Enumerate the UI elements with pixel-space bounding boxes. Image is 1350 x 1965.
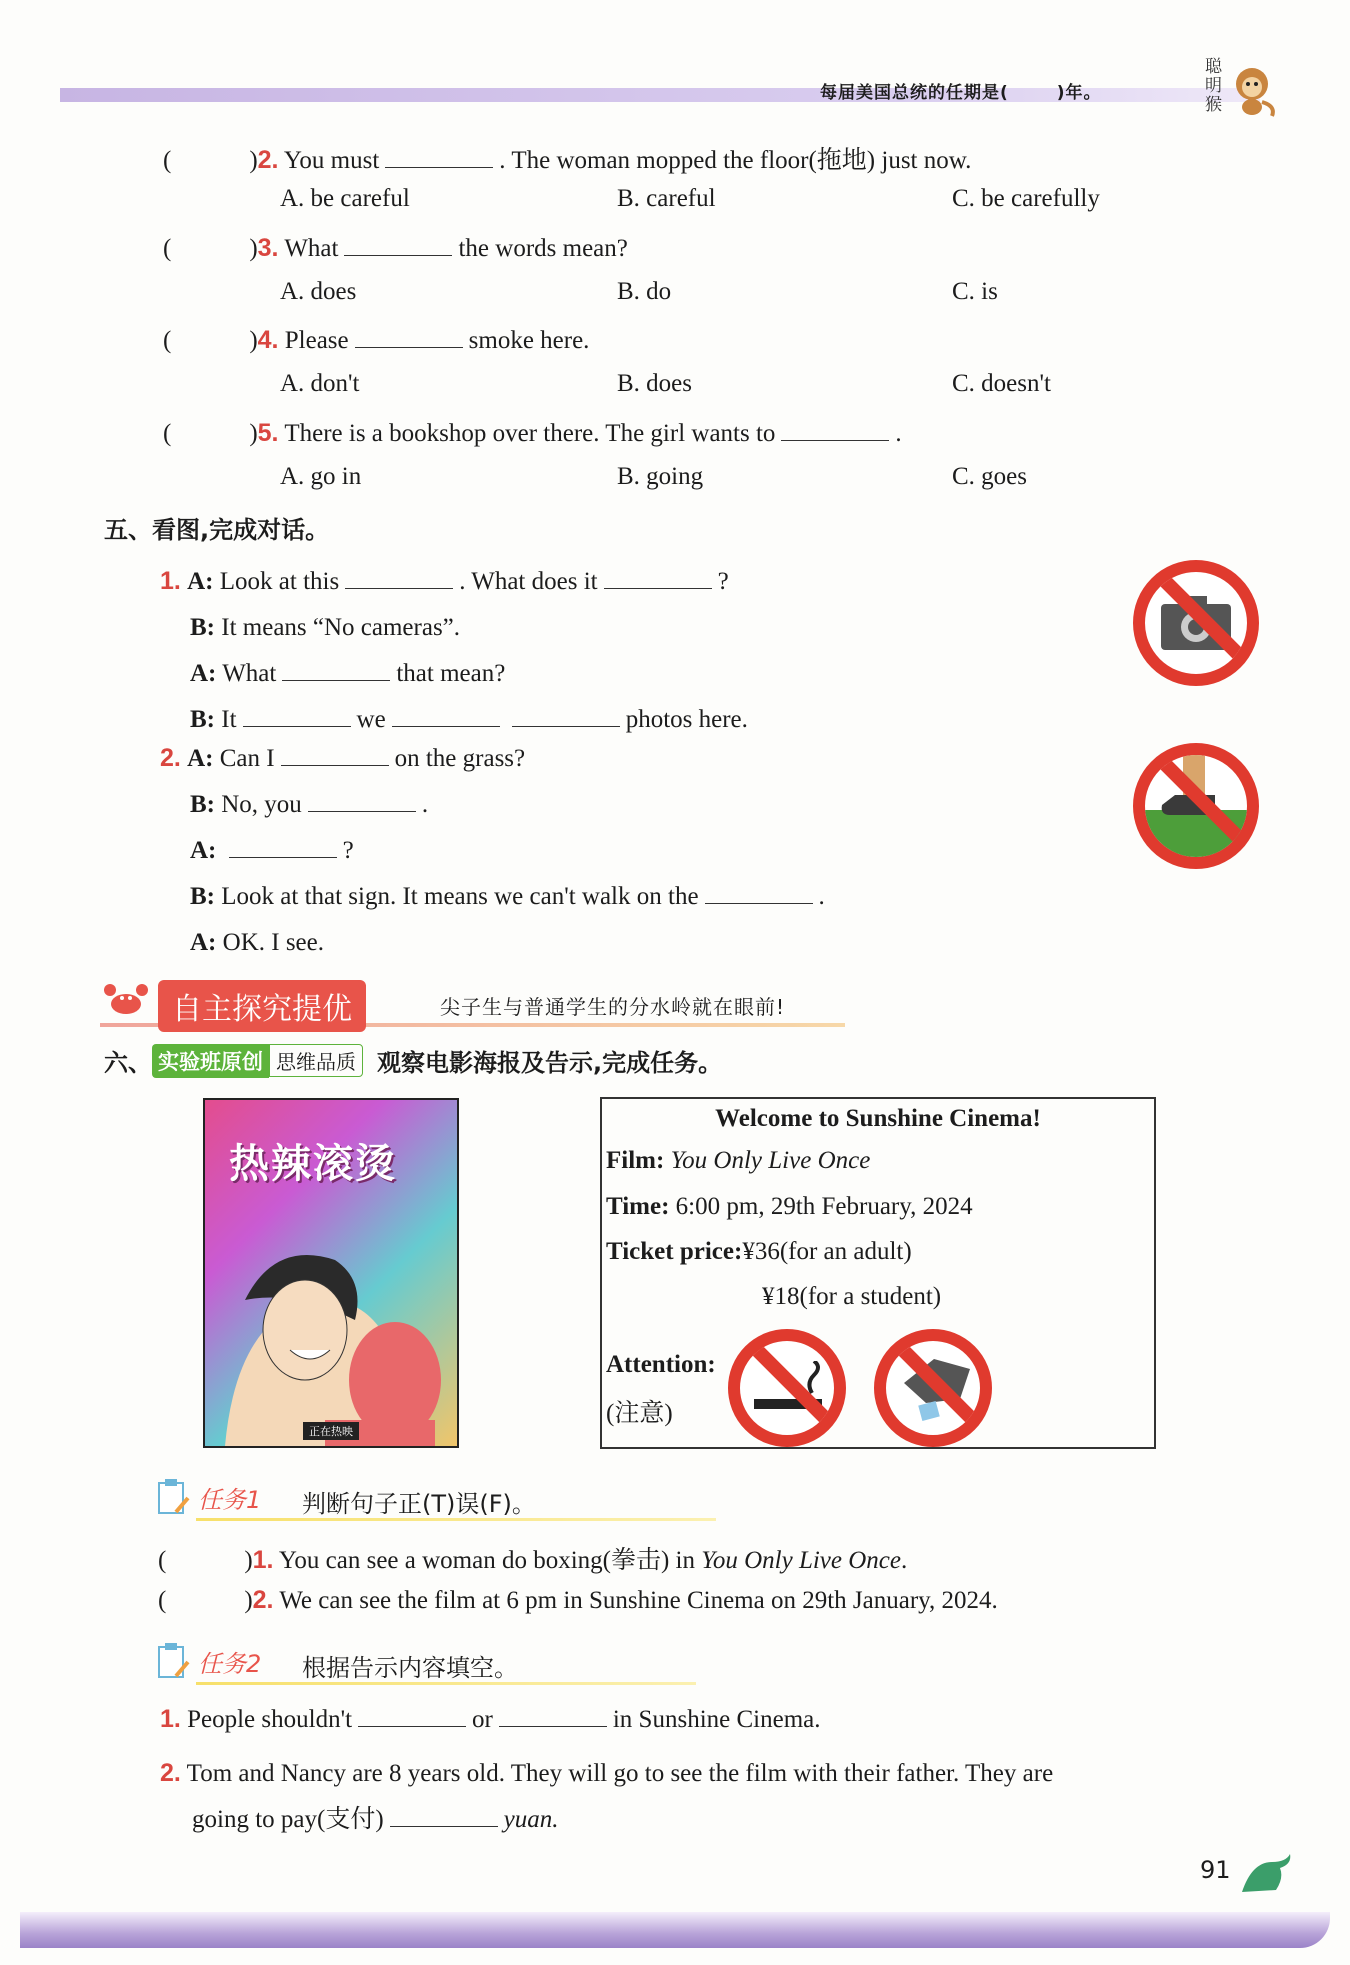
- header-question-suffix: )年。: [1056, 83, 1102, 103]
- option-b: B. careful: [617, 185, 716, 212]
- dialogue-text: ?: [342, 837, 354, 864]
- dialogue-text: It means “No cameras”.: [221, 614, 461, 641]
- dialogue-1-line-2: [160, 605, 748, 651]
- option-c: C. goes: [952, 463, 1027, 490]
- question-number: 3.: [257, 234, 279, 262]
- film-label: Film:: [606, 1147, 665, 1174]
- speaker-a: A:: [190, 660, 217, 687]
- section6-title: 观察电影海报及告示,完成任务。: [377, 1049, 723, 1077]
- question-stem: . The woman mopped the floor(拖地) just now.: [499, 147, 972, 174]
- speaker-b: B:: [190, 791, 215, 818]
- answer-blank[interactable]: [308, 789, 416, 812]
- task2-item-2: [160, 1750, 1270, 1843]
- task1-underline: [196, 1518, 716, 1521]
- option-b: B. does: [617, 370, 692, 397]
- item-text-italic: You Only Live Once: [701, 1547, 901, 1574]
- answer-blank[interactable]: [344, 233, 452, 256]
- item-text: going to pay(支付): [192, 1806, 384, 1833]
- item-text: in Sunshine Cinema.: [612, 1706, 821, 1733]
- dialogue-1: [160, 558, 748, 743]
- answer-paren[interactable]: ( ): [158, 1587, 253, 1614]
- notice-heading: Welcome to Sunshine Cinema!: [715, 1105, 1041, 1132]
- banner-label: 自主探究提优: [158, 980, 366, 1032]
- option-b: B. going: [617, 463, 704, 490]
- item-text: You can see a woman do boxing(拳击) in: [278, 1547, 702, 1574]
- speaker-a: A:: [187, 745, 214, 772]
- answer-paren[interactable]: ( ): [163, 420, 258, 447]
- dialogue-2-line-3: [160, 828, 825, 874]
- speaker-a: A:: [190, 929, 217, 956]
- dialogue-text: No, you: [221, 791, 302, 818]
- dialogue-text: that mean?: [396, 660, 506, 687]
- movie-poster: [203, 1098, 459, 1448]
- question-stem: .: [895, 420, 902, 447]
- dialogue-text: . What does it: [459, 568, 598, 595]
- dialogue-text: .: [818, 883, 825, 910]
- dialogue-text: photos here.: [625, 706, 748, 733]
- dialogue-text: .: [421, 791, 429, 818]
- notice-time: [606, 1193, 973, 1221]
- option-a: A. go in: [280, 463, 362, 490]
- dialogue-text: What: [222, 660, 277, 687]
- no-smoking-sign: [728, 1329, 846, 1447]
- question-stem: What: [284, 235, 339, 262]
- option-c: C. be carefully: [952, 185, 1100, 212]
- poster-caption: 正在热映: [303, 1422, 359, 1440]
- clipboard-icon: [156, 1478, 190, 1516]
- task1-item-1: [158, 1540, 907, 1576]
- speaker-b: B:: [190, 883, 215, 910]
- dialogue-text: Look at this: [219, 568, 340, 595]
- section6-tag: 实验班原创: [152, 1044, 269, 1078]
- item-text: We can see the film at 6 pm in Sunshine Cinema on 29th January, 2024.: [279, 1587, 998, 1614]
- mc-question: [163, 418, 902, 448]
- question-stem: the words mean?: [458, 235, 628, 262]
- speaker-a: A:: [187, 568, 214, 595]
- answer-blank[interactable]: [281, 743, 389, 766]
- item-text: Tom and Nancy are 8 years old. They will go to see the film with their father. They are: [186, 1760, 1054, 1787]
- answer-blank[interactable]: [385, 145, 493, 168]
- answer-blank[interactable]: [781, 418, 889, 441]
- option-a: A. don't: [280, 370, 360, 397]
- notice-price: [606, 1238, 912, 1266]
- header-question: [820, 78, 1102, 103]
- question-number: 5.: [257, 419, 279, 447]
- attention-label: Attention:: [606, 1351, 716, 1378]
- answer-blank[interactable]: [392, 704, 500, 727]
- notice-price-student: ¥18(for a student): [762, 1283, 942, 1310]
- speaker-b: B:: [190, 706, 215, 733]
- page-number: 91: [1200, 1856, 1231, 1884]
- time-value: 6:00 pm, 29th February, 2024: [675, 1193, 973, 1220]
- question-stem: smoke here.: [468, 327, 590, 354]
- dialogue-2-line-4: [160, 874, 825, 920]
- item-text-end: .: [901, 1547, 908, 1574]
- option-c: C. doesn't: [952, 370, 1051, 397]
- cinema-notice: [600, 1097, 1156, 1449]
- item-number: 1.: [252, 1546, 274, 1574]
- boxer-illustration: [205, 1210, 457, 1446]
- dialogue-text: OK. I see.: [222, 929, 324, 956]
- question-number: 2.: [257, 146, 279, 174]
- answer-blank[interactable]: [229, 835, 337, 858]
- mc-question: [163, 233, 628, 263]
- question-stem: Please: [284, 327, 349, 354]
- answer-blank[interactable]: [390, 1804, 498, 1827]
- item-number: 2.: [252, 1586, 274, 1614]
- task2-label: 任务2: [198, 1650, 262, 1678]
- section6-heading: [104, 1043, 722, 1078]
- task2-item-1: [160, 1704, 821, 1734]
- item-number: 1.: [160, 1705, 181, 1733]
- dialogue-2: [160, 735, 825, 966]
- section6-tag2: 思维品质: [269, 1044, 363, 1077]
- answer-blank[interactable]: [345, 566, 453, 589]
- mc-question: [163, 140, 971, 176]
- option-a: A. be careful: [280, 185, 410, 212]
- task2-title: 根据告示内容填空。: [302, 1654, 518, 1682]
- banner-slogan: 尖子生与普通学生的分水岭就在眼前!: [440, 995, 786, 1019]
- no-littering-sign: [874, 1329, 992, 1447]
- dialogue-text: Can I: [219, 745, 275, 772]
- question-stem: You must: [283, 147, 380, 174]
- dialogue-2-number: 2.: [160, 744, 181, 772]
- answer-paren[interactable]: ( ): [163, 147, 258, 174]
- no-walking-on-grass-sign: [1133, 743, 1259, 869]
- film-value: You Only Live Once: [670, 1147, 871, 1174]
- item-text: People shouldn't: [187, 1706, 353, 1733]
- section6-prefix: 六、: [104, 1049, 152, 1077]
- question-number: 4.: [257, 326, 279, 354]
- crab-icon: [102, 980, 150, 1018]
- answer-blank[interactable]: [355, 325, 463, 348]
- mc-question: [163, 325, 589, 355]
- item-number: 2.: [160, 1759, 181, 1787]
- answer-blank[interactable]: [604, 566, 712, 589]
- foot-on-grass-icon: [1145, 755, 1247, 857]
- option-a: A. does: [280, 278, 357, 305]
- answer-paren[interactable]: ( ): [158, 1547, 253, 1574]
- option-b: B. do: [617, 278, 672, 305]
- clipboard-icon: [156, 1642, 190, 1680]
- answer-blank[interactable]: [282, 658, 390, 681]
- speaker-b: B:: [190, 614, 215, 641]
- monkey-icon: [1228, 62, 1278, 117]
- dialogue-2-line-5: [160, 920, 825, 966]
- section5-title: 五、看图,完成对话。: [104, 516, 330, 544]
- answer-blank[interactable]: [512, 704, 620, 727]
- answer-blank[interactable]: [358, 1704, 466, 1727]
- answer-paren[interactable]: ( ): [163, 235, 258, 262]
- task2-underline: [196, 1682, 696, 1685]
- dialogue-text: on the grass?: [394, 745, 526, 772]
- dialogue-1-line-3: [160, 651, 748, 697]
- time-label: Time:: [606, 1193, 670, 1220]
- dialogue-2-line-1: [160, 735, 825, 782]
- dialogue-1-line-1: [160, 558, 748, 605]
- price-label: Ticket price:: [606, 1238, 743, 1265]
- task1-label: 任务1: [198, 1486, 262, 1514]
- dialogue-text: It: [221, 706, 237, 733]
- dialogue-1-number: 1.: [160, 567, 181, 595]
- attention-cn: (注意): [606, 1400, 673, 1427]
- dialogue-text: ?: [717, 568, 729, 595]
- task1-item-2: [158, 1586, 998, 1615]
- price-adult: ¥36(for an adult): [742, 1238, 912, 1265]
- task1-title: 判断句子正(T)误(F)。: [302, 1490, 536, 1518]
- dialogue-text: Look at that sign. It means we can't walk on the: [221, 883, 699, 910]
- poster-title: 热辣滚烫: [229, 1141, 397, 1187]
- answer-blank[interactable]: [705, 881, 813, 904]
- notice-film: [606, 1147, 870, 1175]
- speaker-a: A:: [190, 837, 217, 864]
- header-question-prefix: 每届美国总统的任期是(: [820, 83, 1009, 103]
- mascot-text: 聪明猴: [1205, 57, 1222, 115]
- no-camera-sign: [1133, 560, 1259, 686]
- answer-paren[interactable]: ( ): [163, 327, 258, 354]
- dinosaur-icon: [1238, 1852, 1294, 1896]
- dialogue-2-line-2: [160, 782, 825, 828]
- item-text-italic: yuan.: [503, 1806, 559, 1833]
- question-stem: There is a bookshop over there. The girl wants to: [284, 420, 776, 447]
- answer-blank[interactable]: [499, 1704, 607, 1727]
- footer-stripe: [20, 1912, 1330, 1948]
- option-c: C. is: [952, 278, 998, 305]
- item-text: or: [472, 1706, 493, 1733]
- dialogue-text: we: [356, 706, 386, 733]
- answer-blank[interactable]: [243, 704, 351, 727]
